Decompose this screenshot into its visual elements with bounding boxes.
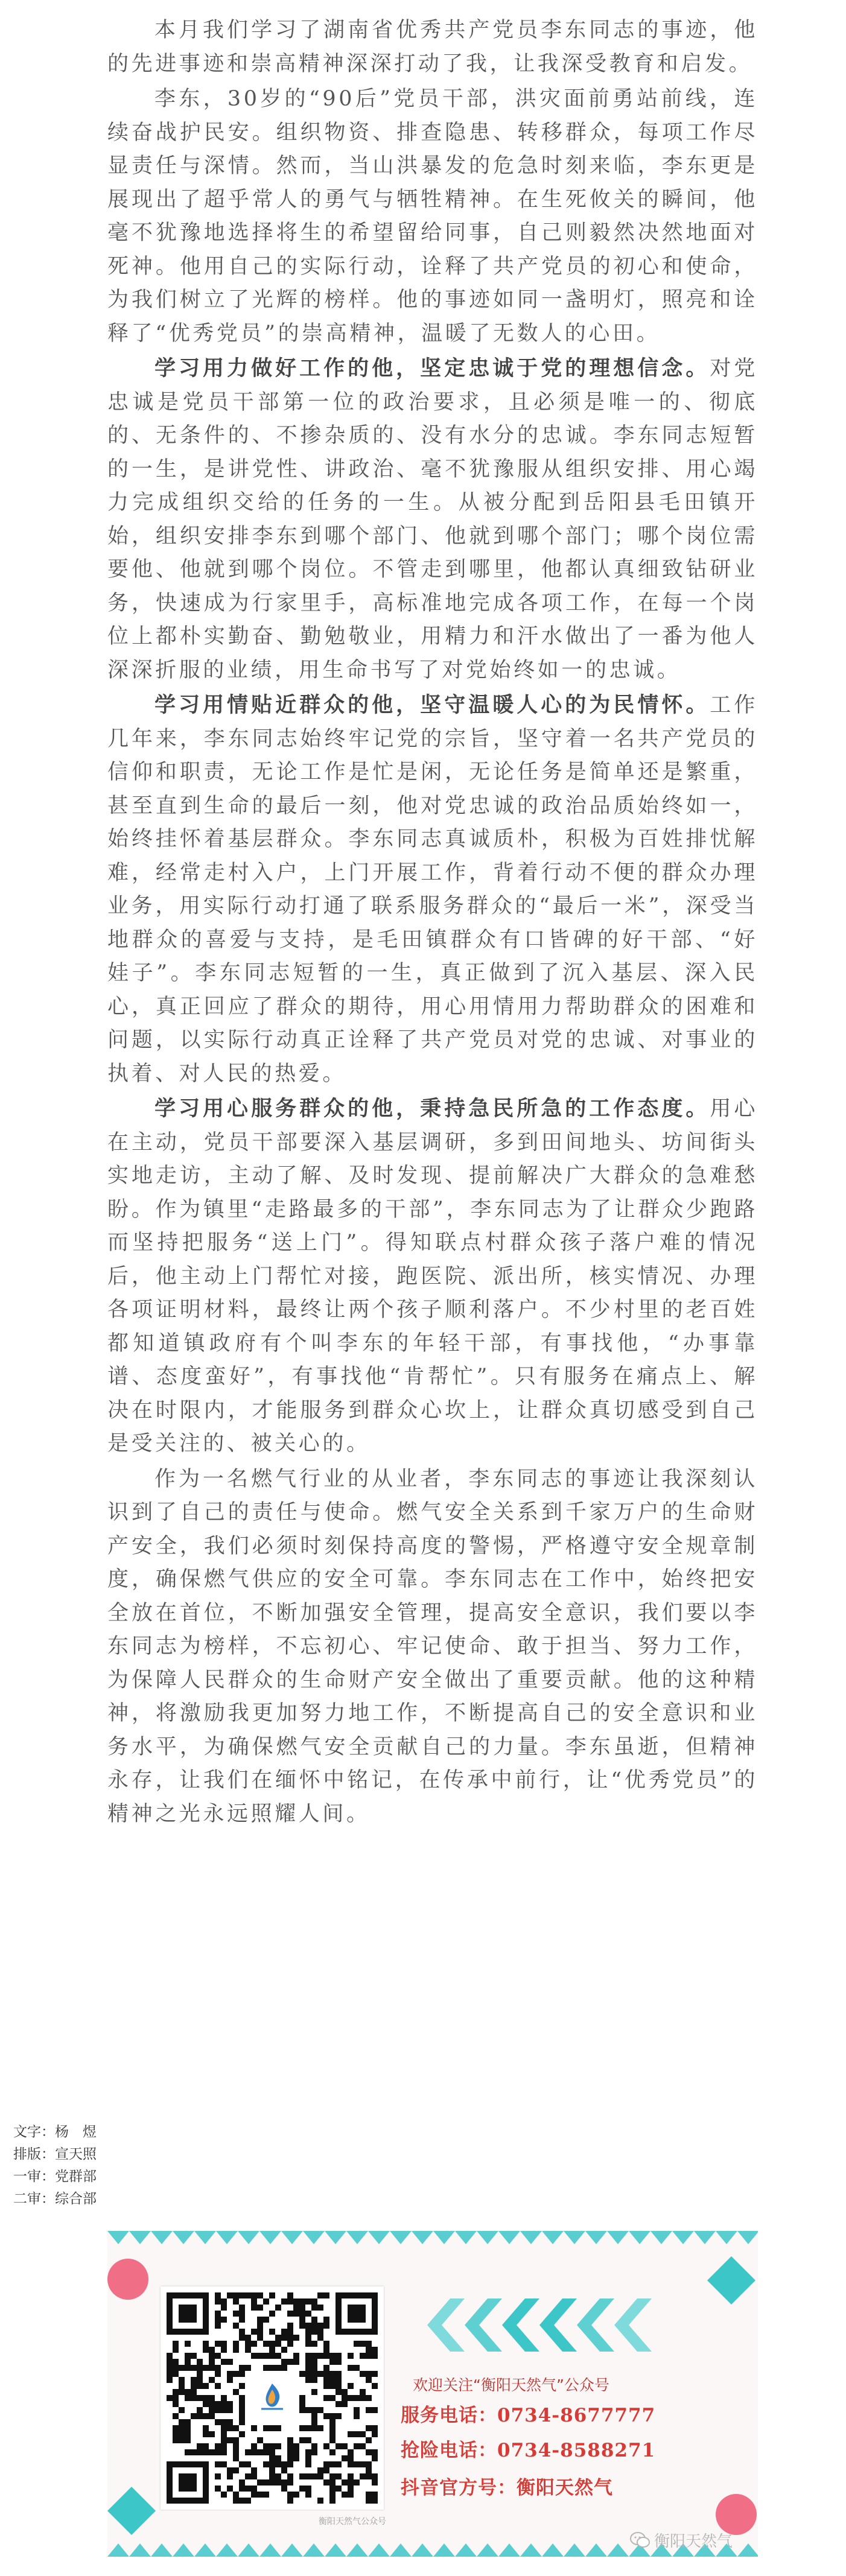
article-paragraph-4: 学习用情贴近群众的他，坚守温暖人心的为民情怀。工作几年来，李东同志始终牢记党的宗旨，坚守着一名共产党员的信仰和职责，无论工作是忙是闲，无论任务是简单还是繁重，甚至直到生命的最后一刻，他对党忠诚的政治品质始终如一，始终挂怀着基层群众。李东同志真诚质朴，积极为百姓排忧解难，经常走村入户，上门开展工作，背着行动不便的群众办理业务，用实际行动打通了联系服务群众的“最后一米”，深受当地群众的喜爱与支持，是毛田镇群众有口皆碑的好干部、“好娃子”。李东同志短暂的一生，真正做到了沉入基层、深入民心，真正回应了群众的期待，用心用情用力帮助群众的困难和问题，以实际行动真正诠释了共产党员对党的忠诚、对事业的执着、对人民的热爱。: [107, 693, 758, 1086]
qr-logo-icon: [248, 2374, 296, 2422]
follow-banner: [107, 2231, 758, 2557]
douyin-account: 抖音官方号：衡阳天然气: [401, 2477, 613, 2499]
corner-circle-pink: [107, 2255, 156, 2303]
article-paragraph-3: 学习用力做好工作的他，坚定忠诚于党的理想信念。对党忠诚是党员干部第一位的政治要求，且必须是唯一的、彻底的、无条件的、不掺杂质的、没有水分的忠诚。李东同志短暂的一生，是讲党性、讲政治、毫不犹豫服从组织安排、用心竭力完成组织交给的任务的一生。从被分配到岳阳县毛田镇开始，组织安排李东到哪个部门、他就到哪个部门；哪个岗位需要他、他就到哪个岗位。不管走到哪里，他都认真细致钻研业务，快速成为行家里手，高标准地完成各项工作，在每一个岗位上都朴实勤奋、勤勉敬业，用精力和汗水做出了一番为他人深深折服的业绩，用生命书写了对党始终如一的忠诚。: [107, 356, 758, 682]
paragraph-heading: 学习用心服务群众的他，秉持急民所急的工作态度。: [154, 1096, 710, 1121]
top-triangle-border: [107, 2231, 758, 2247]
credit-second-review: 二审：综合部: [13, 2191, 97, 2207]
credit-writer: 文字：杨 煜: [13, 2124, 97, 2140]
corner-diamond-teal-top: [705, 2254, 758, 2307]
account-watermark: 衡阳天然气: [630, 2529, 733, 2551]
qr-code: [161, 2286, 384, 2510]
article-paragraph-6: 作为一名燃气行业的从业者，李东同志的事迹让我深刻认识到了自己的责任与使命。燃气安全关系到千家万户的生命财产安全，我们必须时刻保持高度的警惕，严格遵守安全规章制度，确保燃气供应的安全可靠。李东同志在工作中，始终把安全放在首位，不断加强安全管理，提高安全意识，我们要以李东同志为榜样，不忘初心、牢记使命、敢于担当、努力工作，为保障人民群众的生命财产安全做出了重要贡献。他的这种精神，将激励我更加努力地工作，不断提高自己的安全意识和业务水平，为确保燃气安全贡献自己的力量。李东虽逝，但精神永存，让我们在缅怀中铭记，在传承中前行，让“优秀党员”的精神之光永远照耀人间。: [107, 1467, 758, 1826]
corner-diamond-teal-bottom: [107, 2484, 161, 2537]
qr-caption: 衡阳天然气公众号: [319, 2517, 386, 2527]
credit-layout: 排版：宣天照: [13, 2146, 97, 2162]
article-body: [107, 13, 758, 1832]
article-paragraph-1: 本月我们学习了湖南省优秀共产党员李东同志的事迹，他的先进事迹和崇高精神深深打动了我，让我深受教育和启发。: [107, 18, 758, 76]
credits-block: [13, 2121, 97, 2210]
article-paragraph-2: 李东，30岁的“90后”党员干部，洪灾面前勇站前线，连续奋战护民安。组织物资、排查隐患、转移群众，每项工作尽显责任与深情。然而，当山洪暴发的危急时刻来临，李东更是展现出了超乎常人的勇气与牺牲精神。在生死攸关的瞬间，他毫不犹豫地选择将生的希望留给同事，自己则毅然决然地面对死神。他用自己的实际行动，诠释了共产党员的初心和使命，为我们树立了光辉的榜样。他的事迹如同一盏明灯，照亮和诠释了“优秀党员”的崇高精神，温暖了无数人的心田。: [107, 87, 758, 346]
chevron-arrows-icon: [421, 2295, 699, 2355]
service-phone: 服务电话：0734-8677777: [401, 2405, 656, 2426]
wechat-icon: [630, 2531, 650, 2549]
credit-first-review: 一审：党群部: [13, 2169, 97, 2184]
article-paragraph-5: 学习用心服务群众的他，秉持急民所急的工作态度。用心在主动，党员干部要深入基层调研，多到田间地头、坊间街头实地走访，主动了解、及时发现、提前解决广大群众的急难愁盼。作为镇里“走路最多的干部”，李东同志为了让群众少跑路而坚持把服务“送上门”。得知联点村群众孩子落户难的情况后，他主动上门帮忙对接，跑医院、派出所，核实情况、办理各项证明材料，最终让两个孩子顺利落户。不少村里的老百姓都知道镇政府有个叫李东的年轻干部，有事找他，“办事靠谱、态度蛮好”，有事找他“肯帮忙”。只有服务在痛点上、解决在时限内，才能服务到群众心坎上，让群众真切感受到自己是受关注的、被关心的。: [107, 1096, 758, 1456]
emergency-phone: 抢险电话：0734-8588271: [401, 2440, 656, 2461]
welcome-text: 欢迎关注“衡阳天然气”公众号: [413, 2376, 609, 2394]
paragraph-heading: 学习用力做好工作的他，坚定忠诚于党的理想信念。: [154, 356, 710, 381]
paragraph-heading: 学习用情贴近群众的他，坚守温暖人心的为民情怀。: [154, 693, 710, 717]
